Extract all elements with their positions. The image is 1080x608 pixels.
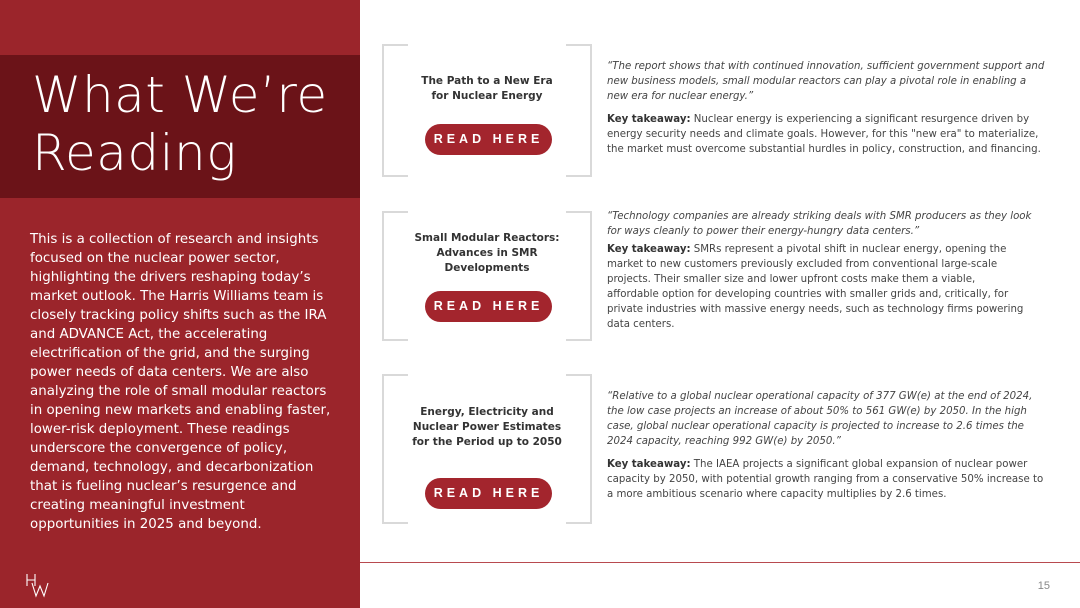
- bracket-left: [382, 44, 408, 177]
- page-number: 15: [1037, 580, 1050, 592]
- bracket-right: [566, 44, 592, 177]
- article-title: Energy, Electricity and Nuclear Power Estimates for the Period up to 2050: [412, 406, 562, 448]
- footer-divider: [360, 562, 1080, 563]
- article-title: The Path to a New Era for Nuclear Energy: [421, 75, 553, 102]
- key-takeaway: [607, 112, 1047, 157]
- article-quote: “The report shows that with continued innovation, sufficient government support and new business models, small modular reactors can play a pivotal role in enabling a new era for nuclear energy.”: [607, 61, 1045, 102]
- article-card-1: [382, 44, 592, 177]
- article-description-2: [607, 209, 1047, 332]
- page-title: What We’re Reading: [32, 66, 328, 182]
- read-here-button[interactable]: READ HERE: [425, 124, 552, 155]
- article-description-3: [607, 389, 1047, 502]
- key-takeaway: [607, 242, 1027, 332]
- article-quote: “Relative to a global nuclear operational capacity of 377 GW(e) at the end of 2024, the low case projects an increase of about 50% to 561 GW(e) by 2050. In the high case, global nuclear operational capacity is projected to increase to 2.6 times the 2024 capacity, reaching 992 GW(e) by 2050.”: [607, 391, 1033, 447]
- key-takeaway-text: The IAEA projects a significant global expansion of nuclear power capacity by 2050, with potential growth ranging from a conservative 50% increase to a more ambitious scenario where capacity multiplies by 2.6 times.: [607, 459, 1044, 500]
- bracket-left: [382, 374, 408, 524]
- key-takeaway-text: Nuclear energy is experiencing a significant resurgence driven by energy security needs and climate goals. However, for this "new era" to materialize, the market must overcome substantial hurdles in policy, construction, and financing.: [607, 114, 1041, 155]
- intro-text: This is a collection of research and insights focused on the nuclear power sector, highlighting the drivers reshaping today’s market outlook. The Harris Williams team is closely tracking policy shifts such as the IRA and ADVANCE Act, the accelerating electrification of the grid, and the surging power needs of data centers. We are also analyzing the role of small modular reactors in opening new markets and enabling faster, lower-risk deployment. These readings underscore the convergence of policy, demand, technology, and decarbonization that is fueling nuclear’s resurgence and creating meaningful investment opportunities in 2025 and beyond.: [30, 232, 331, 532]
- key-takeaway: [607, 457, 1047, 502]
- read-here-button[interactable]: READ HERE: [425, 291, 552, 322]
- key-takeaway-text: SMRs represent a pivotal shift in nuclear energy, opening the market to new customers previously excluded from conventional large-scale projects. Their smaller size and lower upfront costs make them a viable, affordable option for developing countries with smaller grids and, critically, for private industries with massive energy needs, such as technology firms powering data centers.: [607, 244, 1024, 330]
- article-quote: “Technology companies are already striking deals with SMR producers as they look for ways cleanly to power their energy-hungry data centers.”: [607, 211, 1032, 237]
- bracket-right: [566, 211, 592, 341]
- article-card-3: [382, 374, 592, 524]
- harris-williams-logo: [24, 571, 54, 599]
- key-takeaway-label: Key takeaway:: [607, 114, 691, 125]
- article-card-2: [382, 211, 592, 341]
- article-description-1: [607, 59, 1047, 157]
- bracket-left: [382, 211, 408, 341]
- read-here-button[interactable]: READ HERE: [425, 478, 552, 509]
- key-takeaway-label: Key takeaway:: [607, 459, 691, 470]
- key-takeaway-label: Key takeaway:: [607, 244, 691, 255]
- bracket-right: [566, 374, 592, 524]
- article-title: Small Modular Reactors: Advances in SMR Developments: [414, 232, 560, 274]
